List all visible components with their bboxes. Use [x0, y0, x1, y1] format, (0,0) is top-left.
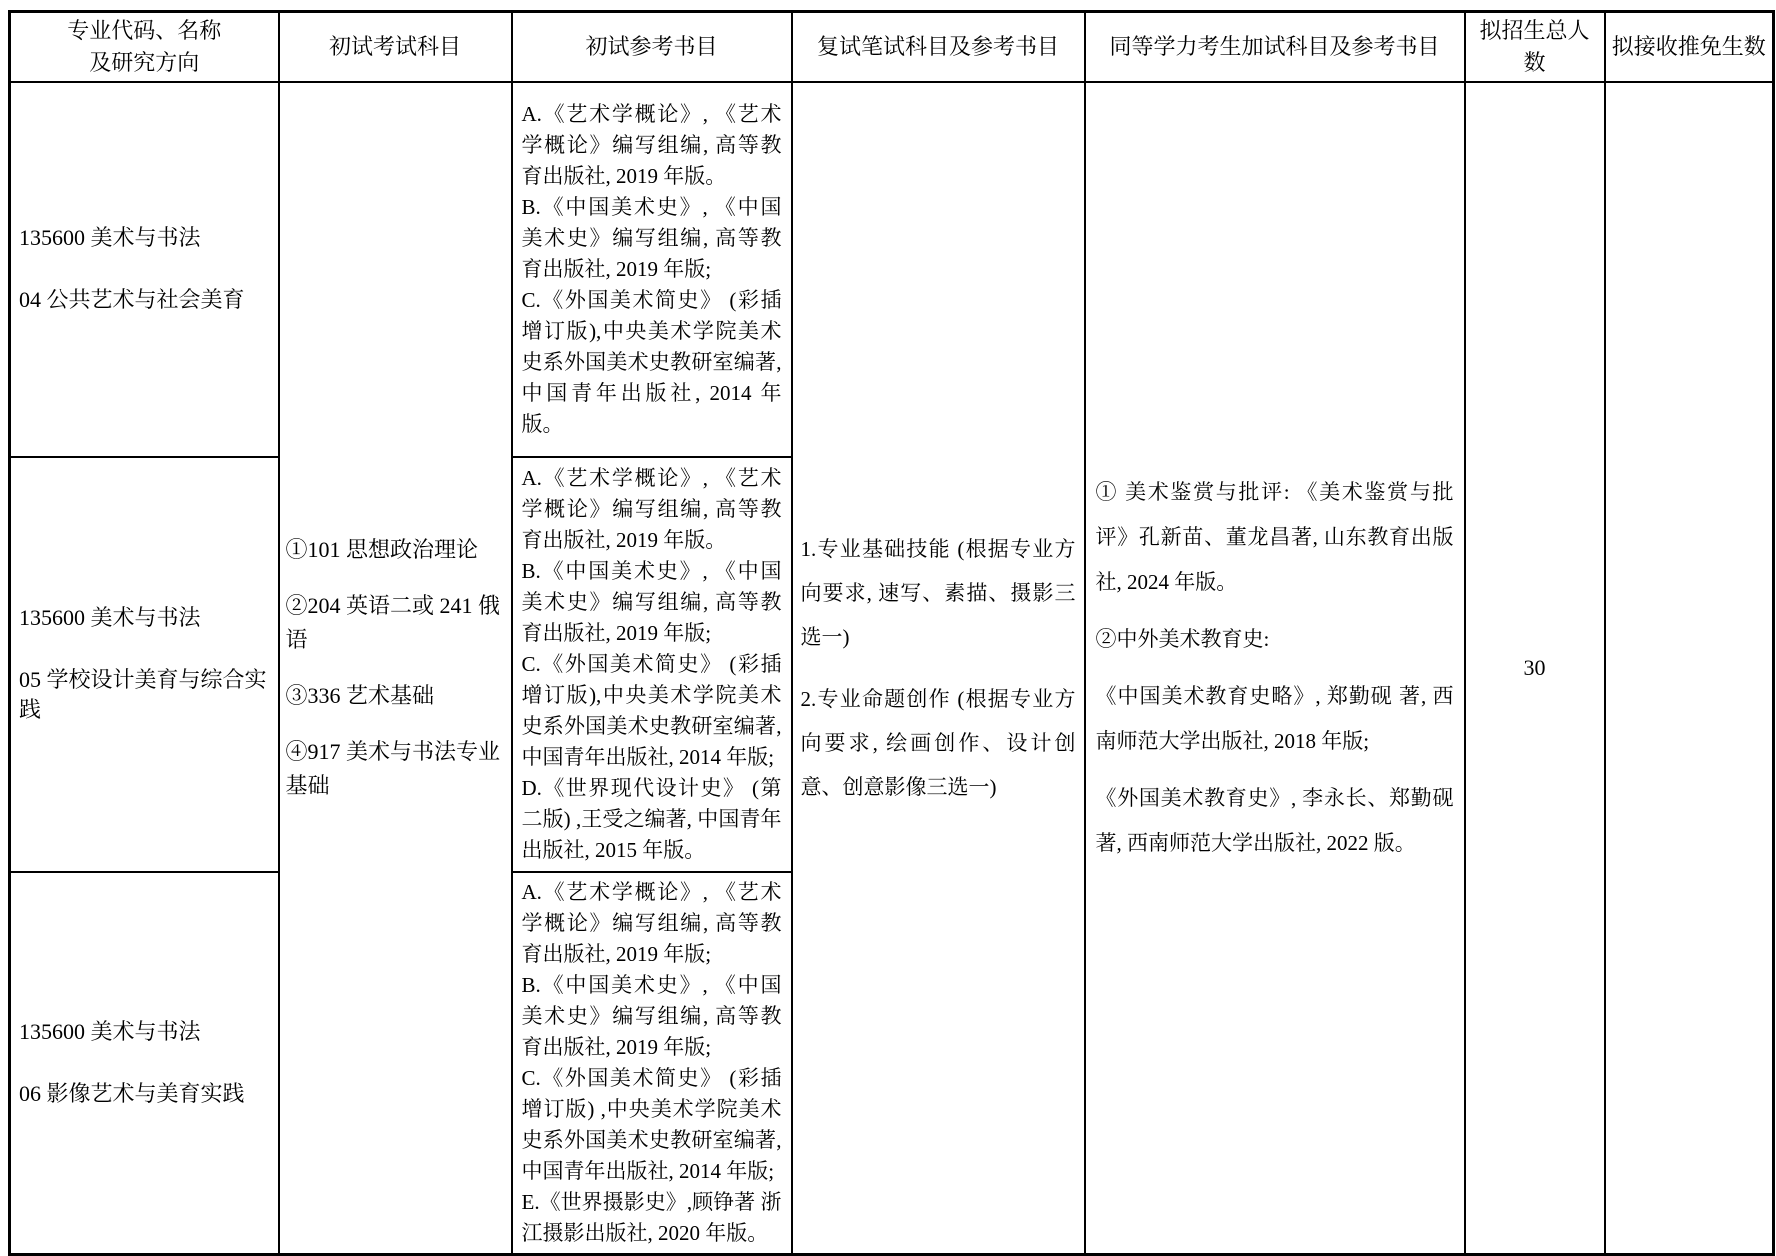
planned-total-cell: 30 [1465, 82, 1605, 1255]
reference-item: C.《外国美术简史》 (彩插增订版),中央美术学院美术史系外国美术史教研室编著, 中国青年出版社, 2014 年版; [521, 651, 782, 769]
initial-refs-cell-05 [512, 457, 792, 872]
exam-subject-item: ②204 英语二或 241 俄语 [285, 592, 501, 652]
equivalency-item: 《外国美术教育史》, 李永长、郑勤砚 著, 西南师范大学出版社, 2022 版。 [1095, 785, 1454, 855]
retest-subjects-cell [792, 82, 1085, 1255]
initial-exam-subjects-cell [279, 82, 512, 1255]
reference-item: B.《中国美术史》, 《中国美术史》编写组编, 高等教育出版社, 2019 年版; [521, 194, 782, 281]
header-initial-refs: 初试参考书目 [512, 12, 792, 82]
program-cell-04 [10, 82, 279, 457]
header-equivalency: 同等学力考生加试科目及参考书目 [1085, 12, 1465, 82]
header-program [10, 12, 279, 82]
planned-exempt-cell [1605, 82, 1774, 1255]
program-direction: 05 学校设计美育与综合实践 [19, 667, 267, 722]
program-code: 135600 美术与书法 [19, 1018, 201, 1044]
program-direction: 06 影像艺术与美育实践 [19, 1080, 245, 1106]
header-planned-total: 拟招生总人数 [1465, 12, 1605, 82]
reference-item: C.《外国美术简史》 (彩插增订版),中央美术学院美术史系外国美术史教研室编著, 中国青年出版社, 2014 年版。 [521, 287, 782, 436]
exam-subject-item: ①101 思想政治理论 [285, 536, 479, 562]
program-code: 135600 美术与书法 [19, 225, 201, 250]
exam-subject-item: ④917 美术与书法专业基础 [285, 738, 501, 798]
header-planned-exempt: 拟接收推免生数 [1605, 12, 1774, 82]
reference-item: A.《艺术学概论》, 《艺术学概论》编写组编, 高等教育出版社, 2019 年版。 [521, 101, 782, 188]
reference-item: B.《中国美术史》, 《中国美术史》编写组编, 高等教育出版社, 2019 年版; [521, 972, 782, 1059]
retest-subject-item: 1.专业基础技能 (根据专业方向要求, 速写、素描、摄影三选一) [800, 536, 1076, 649]
equivalency-subjects-cell [1085, 82, 1465, 1255]
reference-item: D.《世界现代设计史》 (第二版) ,王受之编著, 中国青年出版社, 2015 年版。 [521, 775, 782, 862]
reference-item: C.《外国美术简史》 (彩插增订版) ,中央美术学院美术史系外国美术史教研室编著, 中国青年出版社, 2014 年版; [521, 1065, 782, 1183]
header-initial-exam: 初试考试科目 [279, 12, 512, 82]
admission-catalog-table [8, 10, 1775, 1256]
retest-subject-item: 2.专业命题创作 (根据专业方向要求, 绘画创作、设计创意、创意影像三选一) [800, 686, 1076, 799]
reference-item: A.《艺术学概论》, 《艺术学概论》编写组编, 高等教育出版社, 2019 年版; [521, 879, 782, 966]
reference-item: E.《世界摄影史》,顾铮著 浙江摄影出版社, 2020 年版。 [521, 1189, 782, 1245]
program-direction: 04 公共艺术与社会美育 [19, 287, 245, 312]
header-program-line2: 及研究方向 [89, 49, 200, 75]
program-cell-05 [10, 457, 279, 872]
program-cell-06 [10, 872, 279, 1255]
initial-refs-cell-04 [512, 82, 792, 457]
header-program-line1: 专业代码、名称 [67, 17, 222, 43]
equivalency-item: ②中外美术教育史: [1095, 626, 1270, 651]
program-code: 135600 美术与书法 [19, 605, 201, 630]
initial-refs-cell-06 [512, 872, 792, 1255]
header-retest: 复试笔试科目及参考书目 [792, 12, 1085, 82]
reference-item: B.《中国美术史》, 《中国美术史》编写组编, 高等教育出版社, 2019 年版; [521, 558, 782, 645]
reference-item: A.《艺术学概论》, 《艺术学概论》编写组编, 高等教育出版社, 2019 年版。 [521, 465, 782, 552]
equivalency-item: ① 美术鉴赏与批评: 《美术鉴赏与批评》孔新苗、董龙昌著, 山东教育出版社, 2024 年版。 [1095, 479, 1454, 594]
table-header-row [10, 12, 1774, 82]
table-row-direction-04 [10, 82, 1774, 457]
exam-subject-item: ③336 艺术基础 [285, 682, 435, 708]
equivalency-item: 《中国美术教育史略》, 郑勤砚 著, 西南师范大学出版社, 2018 年版; [1095, 683, 1454, 753]
